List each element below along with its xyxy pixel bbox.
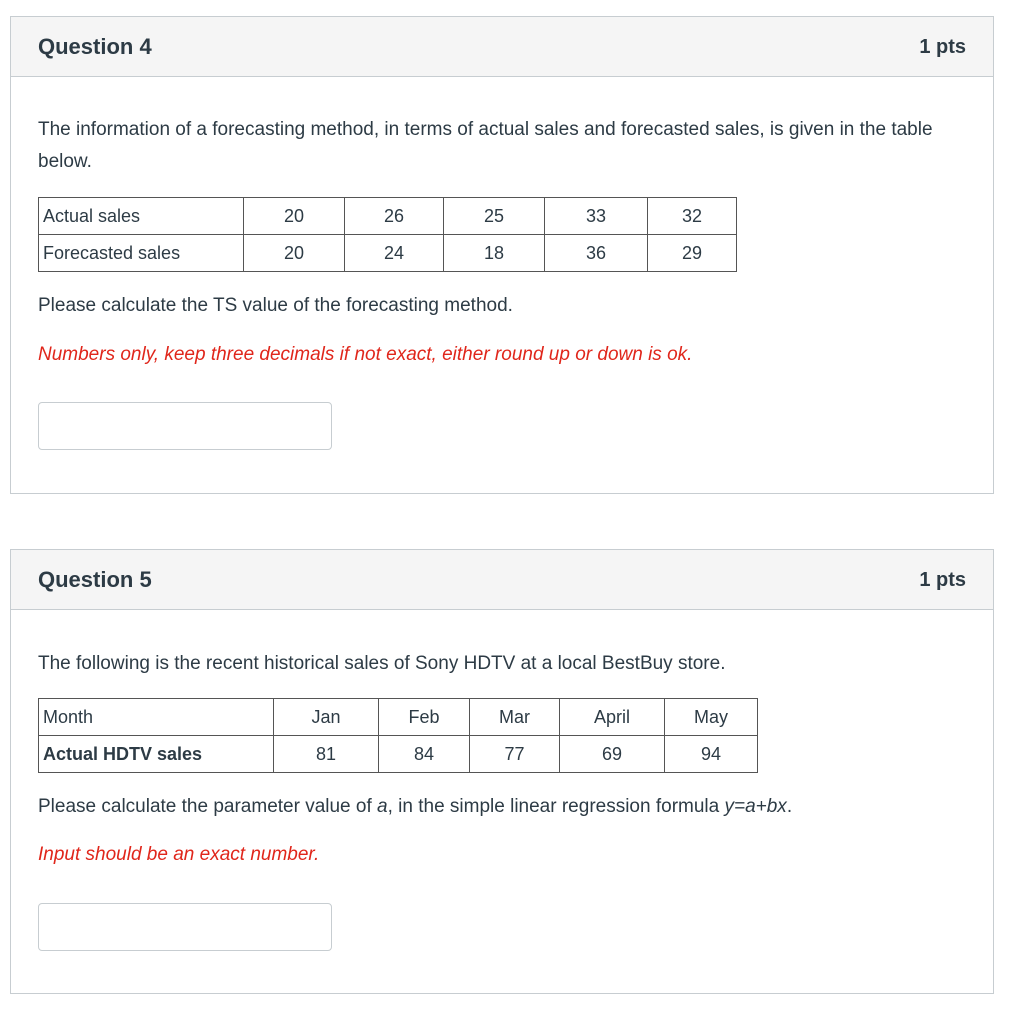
question-4-card: [10, 16, 994, 494]
table-cell: 25: [444, 198, 545, 235]
question-5-card: [10, 549, 994, 994]
prompt-formula: y=a+bx: [724, 796, 787, 817]
table-row: [39, 699, 758, 736]
question-prompt: Please calculate the TS value of the forecasting method.: [38, 295, 513, 316]
answer-input[interactable]: [38, 402, 332, 450]
question-title: Question 5: [38, 567, 152, 592]
answer-note: Numbers only, keep three decimals if not exact, either round up or down is ok.: [38, 344, 693, 365]
table-cell: 77: [470, 736, 560, 773]
hdtv-sales-table: [38, 698, 758, 773]
table-row: [39, 198, 737, 235]
prompt-text: , in the simple linear regression formula: [387, 796, 725, 817]
table-cell: Jan: [274, 699, 379, 736]
row-label: Month: [39, 699, 274, 736]
question-intro: The information of a forecasting method, in terms of actual sales and forecasted sales, is given in the table below.: [38, 119, 933, 172]
table-cell: April: [560, 699, 665, 736]
table-cell: 20: [244, 198, 345, 235]
question-points: 1 pts: [919, 36, 966, 58]
table-cell: 20: [244, 235, 345, 272]
table-cell: 18: [444, 235, 545, 272]
table-cell: 84: [379, 736, 470, 773]
table-cell: 36: [545, 235, 648, 272]
table-row: [39, 736, 758, 773]
question-prompt: [38, 791, 792, 823]
question-header: [11, 550, 993, 610]
answer-note: Input should be an exact number.: [38, 844, 320, 865]
prompt-text: .: [786, 796, 793, 817]
table-cell: 32: [648, 198, 737, 235]
question-intro: The following is the recent historical sales of Sony HDTV at a local BestBuy store.: [38, 653, 726, 674]
table-cell: 81: [274, 736, 379, 773]
question-points: 1 pts: [919, 569, 966, 591]
row-label: Actual HDTV sales: [39, 736, 274, 773]
table-cell: May: [665, 699, 758, 736]
table-cell: Mar: [470, 699, 560, 736]
table-cell: 29: [648, 235, 737, 272]
question-header: [11, 17, 993, 77]
table-cell: 26: [345, 198, 444, 235]
table-cell: 24: [345, 235, 444, 272]
prompt-text: Please calculate the parameter value of: [38, 796, 378, 817]
table-cell: 33: [545, 198, 648, 235]
row-label: Actual sales: [39, 198, 244, 235]
table-cell: 69: [560, 736, 665, 773]
table-cell: 94: [665, 736, 758, 773]
table-cell: Feb: [379, 699, 470, 736]
question-title: Question 4: [38, 34, 152, 59]
sales-table: [38, 197, 737, 272]
row-label: Forecasted sales: [39, 235, 244, 272]
table-row: [39, 235, 737, 272]
answer-input[interactable]: [38, 903, 332, 951]
prompt-variable: a: [377, 796, 388, 817]
